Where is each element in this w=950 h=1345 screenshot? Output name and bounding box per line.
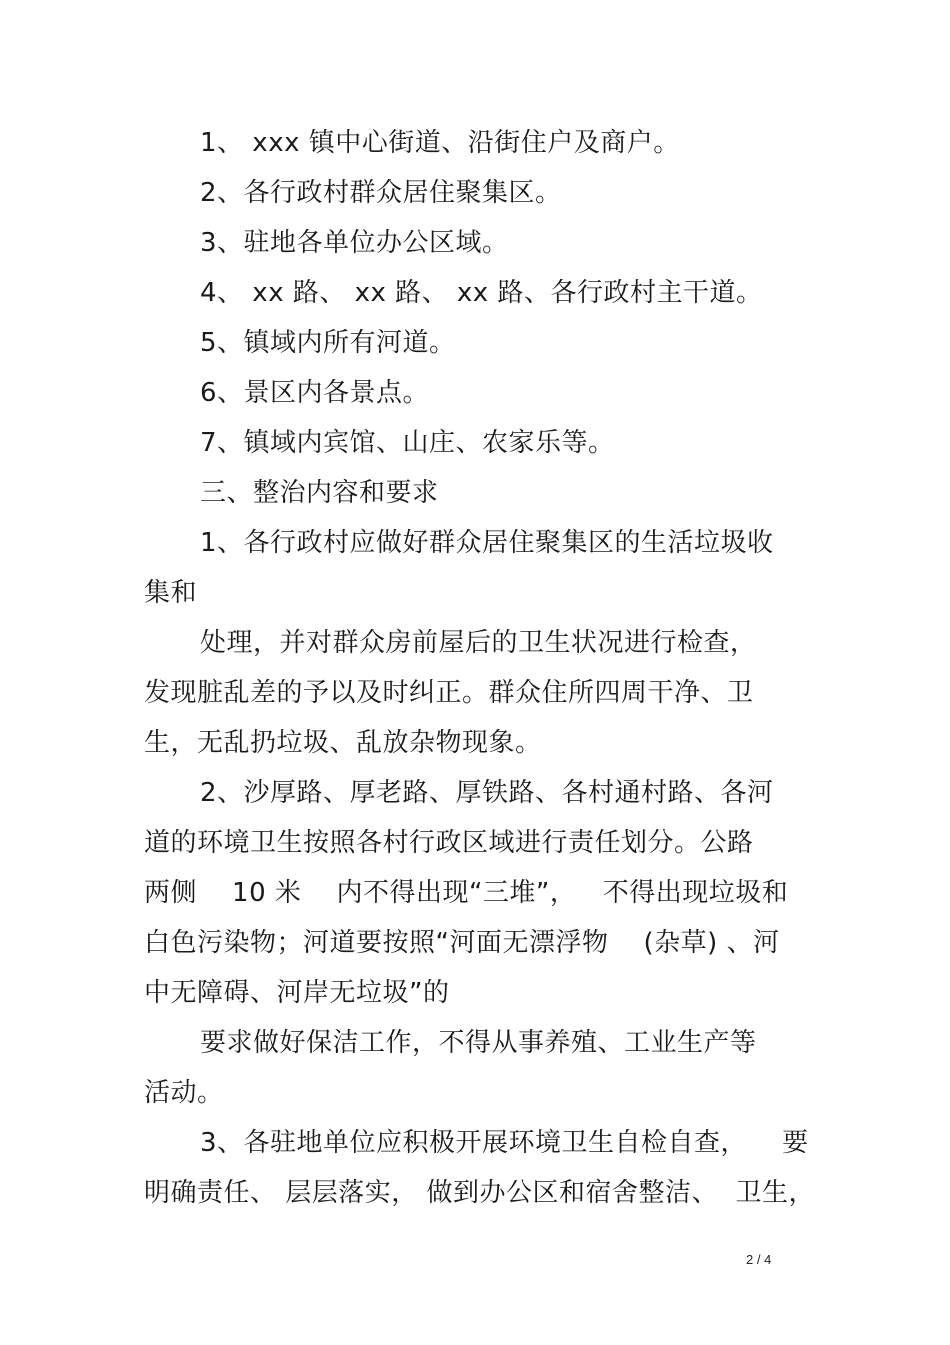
text-line: 3、各驻地单位应积极开展环境卫生自检自查， 要 [200, 1128, 809, 1158]
text-line: 3、驻地各单位办公区域。 [200, 228, 509, 258]
text-line: 活动。 [144, 1078, 224, 1108]
page-number: 2 / 4 [746, 1252, 772, 1267]
text-line: 生，无乱扔垃圾、乱放杂物现象。 [144, 728, 542, 758]
text-line: 4、 xx 路、 xx 路、 xx 路、各行政村主干道。 [200, 278, 763, 308]
text-line: 6、景区内各景点。 [200, 378, 430, 408]
text-line: 中无障碍、河岸无垃圾”的 [144, 978, 450, 1008]
text-line: 集和 [144, 578, 198, 608]
text-line: 1、各行政村应做好群众居住聚集区的生活垃圾收 [200, 528, 774, 558]
text-line: 2、各行政村群众居住聚集区。 [200, 178, 562, 208]
section-heading: 三、整治内容和要求 [200, 478, 439, 508]
text-line: 2、沙厚路、厚老路、厚铁路、各村通村路、各河 [200, 778, 774, 808]
text-line: 两侧 10 米 内不得出现“三堆”， 不得出现垃圾和 [144, 878, 789, 908]
text-line: 道的环境卫生按照各村行政区域进行责任划分。公路 [144, 828, 754, 858]
text-line: 处理，并对群众房前屋后的卫生状况进行检查， [200, 628, 757, 658]
text-line: 1、 xxx 镇中心街道、沿街住户及商户。 [200, 128, 680, 158]
text-line: 明确责任、 层层落实， 做到办公区和宿舍整洁、 卫生， [144, 1178, 816, 1208]
text-line: 5、镇域内所有河道。 [200, 328, 456, 358]
text-line: 白色污染物；河道要按照“河面无漂浮物 (杂草) 、河 [144, 928, 780, 958]
text-line: 要求做好保洁工作，不得从事养殖、工业生产等 [200, 1028, 757, 1058]
text-line: 7、镇域内宾馆、山庄、农家乐等。 [200, 428, 615, 458]
text-line: 发现脏乱差的予以及时纠正。群众住所四周干净、卫 [144, 678, 754, 708]
